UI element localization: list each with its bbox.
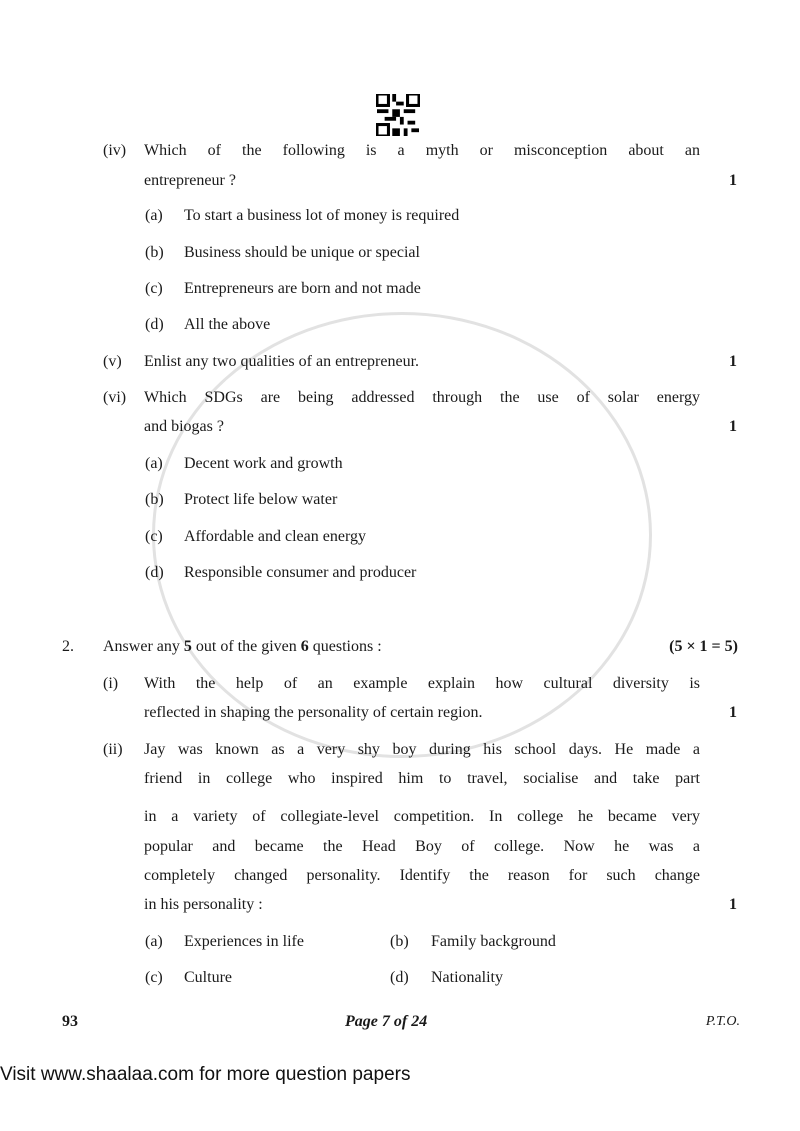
option-label: (b) <box>145 491 164 508</box>
question-text: entrepreneur ? <box>144 172 236 189</box>
question-text: in his personality : <box>144 896 263 913</box>
intro-total: 6 <box>300 638 309 655</box>
option-text: Nationality <box>431 969 503 986</box>
marks: (5 × 1 = 5) <box>669 638 738 655</box>
option-text: Responsible consumer and producer <box>184 564 417 581</box>
marks: 1 <box>729 418 737 435</box>
option-text: Experiences in life <box>184 933 304 950</box>
question-number: (vi) <box>103 389 127 406</box>
option-label: (c) <box>145 280 163 297</box>
option-label: (b) <box>145 244 164 261</box>
question-text: friend in college who inspired him to travel, socialise and take part <box>144 770 700 787</box>
intro-text: questions : <box>308 638 382 655</box>
option-text: Affordable and clean energy <box>184 528 366 545</box>
option-text: Family background <box>431 933 556 950</box>
question-number: (i) <box>103 675 119 692</box>
question-text: Jay was known as a very shy boy during his school days. He made a <box>144 741 700 758</box>
option-text: All the above <box>184 316 271 333</box>
visit-link[interactable]: Visit www.shaalaa.com for more question papers <box>0 1064 411 1085</box>
intro-count: 5 <box>183 638 192 655</box>
option-text: Business should be unique or special <box>184 244 420 261</box>
question-intro <box>103 637 382 657</box>
marks: 1 <box>729 172 737 189</box>
question-text: Which of the following is a myth or misconception about an <box>144 142 700 159</box>
intro-text: out of the given <box>191 638 301 655</box>
intro-text: Answer any <box>103 638 184 655</box>
option-label: (a) <box>145 933 163 950</box>
option-text: Culture <box>184 969 232 986</box>
option-text: Decent work and growth <box>184 455 343 472</box>
option-label: (a) <box>145 207 163 224</box>
question-number: 2. <box>62 638 74 655</box>
option-label: (c) <box>145 969 163 986</box>
option-text: Entrepreneurs are born and not made <box>184 280 421 297</box>
option-label: (d) <box>390 969 409 986</box>
question-text: Enlist any two qualities of an entrepreneur. <box>144 353 420 370</box>
option-label: (a) <box>145 455 163 472</box>
question-text: With the help of an example explain how cultural diversity is <box>144 675 700 692</box>
question-text: popular and became the Head Boy of college. Now he was a <box>144 838 700 855</box>
question-number: (iv) <box>103 142 127 159</box>
question-text: and biogas ? <box>144 418 224 435</box>
question-text: reflected in shaping the personality of certain region. <box>144 704 483 721</box>
question-text: completely changed personality. Identify the reason for such change <box>144 867 700 884</box>
option-text: Protect life below water <box>184 491 338 508</box>
question-text: in a variety of collegiate-level competition. In college he became very <box>144 808 700 825</box>
question-text: Which SDGs are being addressed through the use of solar energy <box>144 389 700 406</box>
option-label: (c) <box>145 528 163 545</box>
option-label: (b) <box>390 933 409 950</box>
option-label: (d) <box>145 316 164 333</box>
option-text: To start a business lot of money is required <box>184 207 460 224</box>
marks: 1 <box>729 353 737 370</box>
page-number: Page 7 of 24 <box>345 1013 428 1030</box>
question-number: (v) <box>103 353 122 370</box>
question-number: (ii) <box>103 741 123 758</box>
marks: 1 <box>729 896 737 913</box>
qr-code-icon <box>376 94 420 136</box>
marks: 1 <box>729 704 737 721</box>
paper-code: 93 <box>62 1013 78 1030</box>
option-label: (d) <box>145 564 164 581</box>
pto-label: P.T.O. <box>705 1014 740 1029</box>
